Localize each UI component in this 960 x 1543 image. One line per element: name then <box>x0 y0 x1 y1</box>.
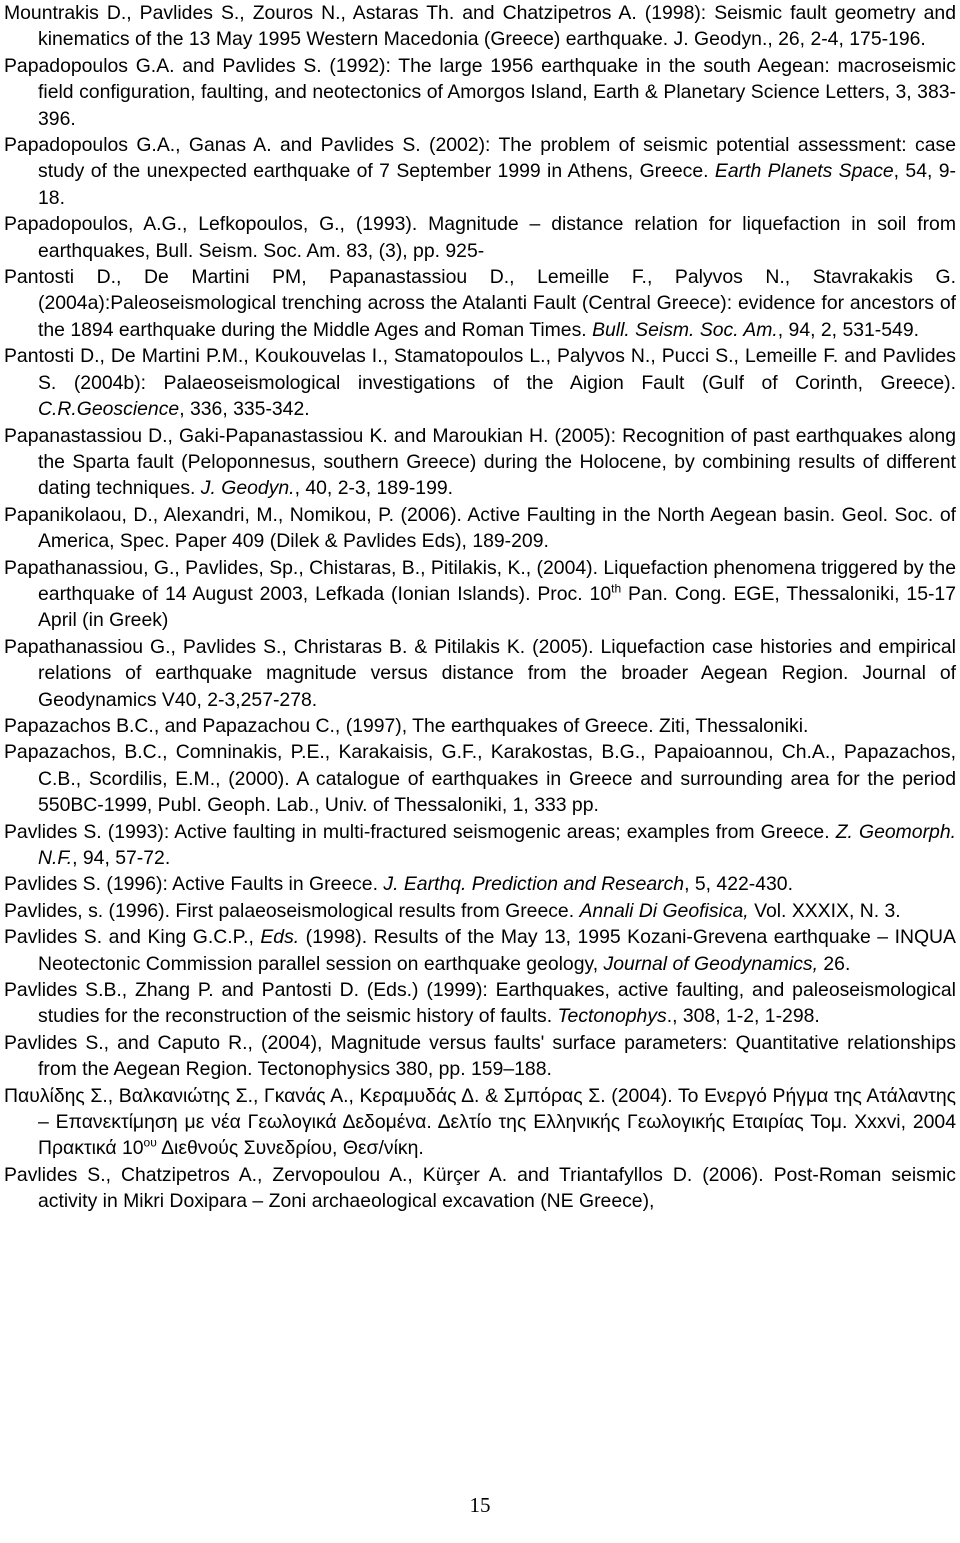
reference-entry <box>4 53 956 132</box>
reference-text: , 54, 9-18. <box>38 160 956 209</box>
reference-text: Papadopoulos G.A., Ganas A. and Pavlides S. (2002): The problem of seismic potential assessment: case study of the unexpected earthquake of 7 September 1999 in Athens, Greece. <box>4 134 956 183</box>
reference-text: Pavlides S., and Caputo R., (2004), Magnitude versus faults' surface parameters: Quantitative relationships from the Aegean Region. Tectonophysics 380, pp. 159–188. <box>4 1031 956 1081</box>
reference-entry <box>4 502 956 555</box>
reference-entry <box>4 634 956 713</box>
reference-text: Pavlides, s. (1996). First palaeoseismological results from Greece. <box>4 899 580 922</box>
reference-text: Παυλίδης Σ., Βαλκανιώτης Σ., Γκανάς Α., Κεραμυδάς Δ. & Σμπόρας Σ. (2004). Το Ενεργό Ρήγμα της Ατάλαντης – Επανεκτίμηση με νέα Γεωλογικά Δεδομένα. Δελτίο της Ελληνικής Γεωλογικής Εταιρίας Τομ. Xxxvi, 2004 Πρακτικά 10 <box>4 1084 956 1160</box>
reference-entry <box>4 739 956 818</box>
reference-text: Pantosti D., De Martini PM, Papanastassiou D., Lemeille F., Palyvos N., Stavrakakis G. (2004a):Paleoseismological trenching across the Atalanti Fault (Central Greece): evidence for ancestors of the 1894 earthquake during the Middle Ages and Roman Times. <box>4 266 956 341</box>
page-number: 15 <box>469 1493 491 1517</box>
reference-entry <box>4 264 956 343</box>
reference-italic-text: Earth Planets Space <box>714 160 894 183</box>
reference-text: , 94, 57-72. <box>72 847 171 869</box>
reference-text: Pantosti D., De Martini P.M., Koukouvelas I., Stamatopoulos L., Palyvos N., Pucci S., Lemeille F. and Pavlides S. (2004b): Palaeoseismological investigations of the Aigion Fault (Gulf of Corinth, Greece). <box>4 345 956 394</box>
reference-entry <box>4 898 956 924</box>
reference-entry <box>4 555 956 634</box>
reference-entry <box>4 924 956 977</box>
reference-italic-text: Eds. <box>260 926 300 949</box>
reference-text: Pavlides S., Chatzipetros A., Zervopoulou A., Kürçer A. and Triantafyllos D. (2006). Post-Roman seismic activity in Mikri Doxipara – Zoni archaeological excavation (NE Greece), <box>4 1163 956 1213</box>
reference-entry <box>4 819 956 872</box>
reference-entry <box>4 977 956 1030</box>
reference-text: Pavlides S.B., Zhang P. and Pantosti D. (Eds.) (1999): Earthquakes, active faulting, and paleoseismological studies for the reconstruction of the seismic history of faults. <box>4 979 956 1028</box>
reference-superscript: ου <box>143 1136 157 1150</box>
reference-text: , 94, 2, 531-549. <box>777 318 919 341</box>
reference-text: , 336, 335-342. <box>179 398 310 421</box>
reference-text: Papazachos B.C., and Papazachou C., (1997), The earthquakes of Greece. Ziti, Thessaloniki. <box>4 714 809 737</box>
reference-entry <box>4 211 956 264</box>
reference-text: ., 308, 1-2, 1-298. <box>666 1005 820 1028</box>
reference-entry <box>4 343 956 422</box>
reference-text: Διεθνούς Συνεδρίου, Θεσ/νίκη. <box>156 1137 424 1160</box>
reference-text: Papadopoulos G.A. and Pavlides S. (1992): The large 1956 earthquake in the south Aegean: macroseismic field configuration, faulting, and neotectonics of Amorgos Island, Earth & Planetary Science Letters, 3, 383-396. <box>4 54 956 130</box>
reference-entry <box>4 132 956 211</box>
reference-text: Papathanassiou G., Pavlides S., Christaras B. & Pitilakis K. (2005). Liquefaction case histories and empirical relations of earthquake magnitude versus distance from the broader Aegean Region. Journal of Geodynamics V40, 2-3,257-278. <box>4 635 956 711</box>
reference-entry <box>4 1083 956 1162</box>
reference-text: , 40, 2-3, 189-199. <box>294 477 454 500</box>
reference-italic-text: Journal of Geodynamics, <box>603 952 818 975</box>
reference-superscript: th <box>611 581 622 596</box>
reference-italic-text: Tectonophys <box>557 1005 667 1028</box>
reference-text: Pavlides S. and King G.C.P., <box>4 926 261 949</box>
reference-entry <box>4 871 956 897</box>
reference-entry <box>4 1030 956 1083</box>
reference-entry <box>4 1162 956 1215</box>
reference-italic-text: C.R.Geoscience <box>38 398 180 421</box>
reference-italic-text: Annali Di Geofisica, <box>579 899 749 922</box>
reference-entry <box>4 713 956 739</box>
reference-italic-text: Z. Geomorph. N.F. <box>38 820 956 869</box>
reference-text: Papanikolaou, D., Alexandri, M., Nomikou, P. (2006). Active Faulting in the North Aegean basin. Geol. Soc. of America, Spec. Paper 409 (Dilek & Pavlides Eds), 189-209. <box>4 503 956 553</box>
reference-italic-text: J. Earthq. Prediction and Research <box>383 873 685 896</box>
reference-text: Vol. XXXIX, N. 3. <box>748 899 901 922</box>
reference-italic-text: Bull. Seism. Soc. Am. <box>592 318 778 341</box>
reference-text: 26. <box>818 952 851 975</box>
reference-list <box>4 0 956 1215</box>
reference-italic-text: J. Geodyn. <box>200 477 295 500</box>
reference-text: (1998). Results of the May 13, 1995 Kozani-Grevena earthquake – INQUA Neotectonic Commission parallel session on earthquake geology, <box>38 926 956 975</box>
reference-entry <box>4 423 956 502</box>
reference-text: Papathanassiou, G., Pavlides, Sp., Chistaras, B., Pitilakis, K., (2004). Liquefaction phenomena triggered by the earthquake of 14 August 2003, Lefkada (Ionian Islands). Proc. 10 <box>4 556 956 605</box>
reference-text: , 5, 422-430. <box>684 873 793 896</box>
reference-entry <box>4 0 956 53</box>
reference-text: Pavlides S. (1996): Active Faults in Greece. <box>4 873 384 896</box>
reference-text: Mountrakis D., Pavlides S., Zouros N., Astaras Th. and Chatzipetros A. (1998): Seismic fault geometry and kinematics of the 13 May 1995 Western Macedonia (Greece) earthquake. J. Geodyn., 26, 2-4, 175-196. <box>4 2 956 51</box>
reference-text: Papadopoulos, A.G., Lefkopoulos, G., (1993). Magnitude – distance relation for liquefaction in soil from earthquakes, Bull. Seism. Soc. Am. 83, (3), pp. 925- <box>4 213 956 262</box>
reference-text: Pavlides S. (1993): Active faulting in multi-fractured seismogenic areas; examples from Greece. <box>4 820 836 843</box>
reference-text: Pan. Cong. EGE, Thessaloniki, 15-17 April (in Greek) <box>38 582 957 632</box>
reference-text: Papazachos, B.C., Comninakis, P.E., Karakaisis, G.F., Karakostas, B.G., Papaioannou, Ch.A., Papazachos, C.B., Scordilis, E.M., (2000). A catalogue of earthquakes in Greece and surrounding area for the period 550BC-1999, Publ. Geoph. Lab., Univ. of Thessaloniki, 1, 333 pp. <box>4 741 956 817</box>
reference-text: Papanastassiou D., Gaki-Papanastassiou K. and Maroukian H. (2005): Recognition of past earthquakes along the Sparta fault (Peloponnesus, southern Greece) during the Holocene, by combining results of different dating techniques. <box>4 424 956 500</box>
